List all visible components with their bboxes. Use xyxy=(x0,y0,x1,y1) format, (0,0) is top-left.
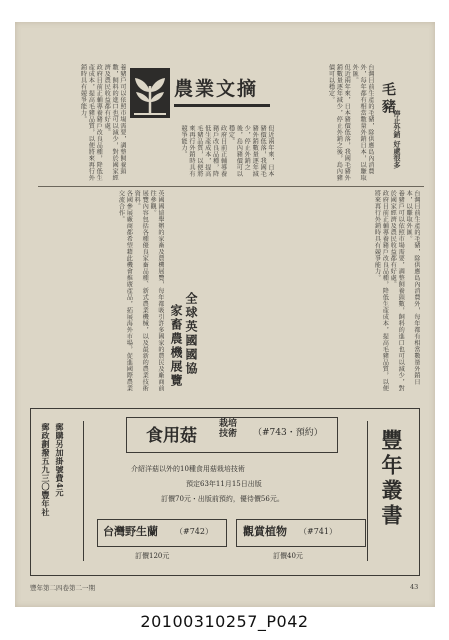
article2-subhead: 家畜農機展覽 xyxy=(169,304,183,388)
sprout-logo-icon xyxy=(130,68,170,118)
main-book-subtitle: 栽培技術 xyxy=(219,419,238,439)
article1-paragraph: 台灣目前生產的毛豬，除供應島內消費外，每年都有相當數量外銷日本，以賺取外匯。 xyxy=(405,190,420,385)
series-title: 豐年叢書 xyxy=(379,429,404,529)
book1-price: 訂價120元 xyxy=(135,552,170,560)
ad-divider-right xyxy=(367,421,368,561)
article1-paragraph: 養豬戶可以依照市場需要，調整飼養頭數，飼料的進口也可以減少，對於國家經濟及農民收益都有好處。 xyxy=(389,190,405,392)
book-advertisement xyxy=(30,408,420,576)
article1-paragraph: 政府目前正輔導養豬戶改良品種，降低生產成本，提高毛豬品質，以便將來再行外銷時具有競爭能力。 xyxy=(180,125,227,177)
book2-number: （#741） xyxy=(299,527,337,536)
article1-subhead: 停止外銷 好處很多 xyxy=(393,110,402,169)
article1-body-lower xyxy=(206,190,420,396)
main-book-number: （#743・預約） xyxy=(253,428,323,438)
article1-paragraph: 養豬戶可以依照市場需要，調整飼養頭數，飼料的進口也可以減少，對於國家經濟及農民收益都有好處。 xyxy=(103,64,126,181)
column-banner xyxy=(130,68,272,118)
image-caption: 20100310257_P042 xyxy=(140,612,309,631)
main-book-price: 訂價70元・出版前預約，優待價56元。 xyxy=(161,495,284,503)
article2-paragraph: 展覽內容包括各種優良家畜品種、新式農業機械，以及最新的農業技術資料。 xyxy=(133,190,149,392)
article1-paragraph: 政府目前正輔導養豬戶改良品種，降低生產成本，提高毛豬品質，以便將來再行外銷時具有競爭能力。 xyxy=(79,64,103,181)
main-book-title: 食用菇 xyxy=(146,426,197,446)
article1-paragraph: 政府目前正輔導養豬戶改良品種，降低生產成本，提高毛豬品質，以便將來再行外銷時具有競爭能力。 xyxy=(373,190,389,392)
banner-title: 農業文摘 xyxy=(174,78,259,100)
section-divider xyxy=(38,186,424,187)
article2-body xyxy=(38,190,164,396)
article1-paragraph: 台灣目前生產的毛豬，除供應島內消費外，每年都有相當數量外銷日本，以賺取外匯。 xyxy=(351,64,374,181)
postal-account-text: 郵政劃撥五九三〇豐年社 xyxy=(41,423,51,517)
article1-body-upper xyxy=(282,64,374,182)
postal-notice xyxy=(39,423,67,517)
main-book-description: 介紹洋菇以外的10種食用菇栽培技術 xyxy=(131,465,245,473)
book1-number: （#742） xyxy=(175,527,213,536)
article2-headline: 全球英國國協 xyxy=(184,292,198,376)
article2-paragraph: 各國參展廠商都希望藉此機會推廣產品，拓展海外市場，促進國際農業交流合作。 xyxy=(117,190,133,392)
book1-title: 台灣野生蘭 xyxy=(103,525,158,538)
page-number: 43 xyxy=(410,583,419,591)
book2-title: 觀賞植物 xyxy=(243,525,287,538)
article1-paragraph: 但近兩年來，日本豬價低落，我國毛豬外銷數量逐年減少，停止外銷之後，島內豬價可以穩定。 xyxy=(327,64,351,181)
article1-paragraph: 但近兩年來，日本豬價低落，我國毛豬外銷數量逐年減少，停止外銷之後，島內豬價可以穩定。 xyxy=(227,125,274,177)
postal-fee-text: 郵購另加掛號費4元 xyxy=(55,423,65,498)
issue-footer: 豐年第二四卷第二一期 xyxy=(30,584,95,592)
article2-paragraph: 英國國協舉辦的家畜及農機展覽，每年都吸引許多國家的農民及廠商前往參觀。 xyxy=(149,190,164,392)
banner-underline xyxy=(174,104,270,107)
main-book-publish-date: 預定63年11月15日出版 xyxy=(186,480,262,488)
book2-price: 訂價40元 xyxy=(273,552,303,560)
article1-headline: 毛豬 xyxy=(380,82,396,116)
article1-body-middle xyxy=(38,125,274,183)
ad-divider-left xyxy=(83,421,84,561)
